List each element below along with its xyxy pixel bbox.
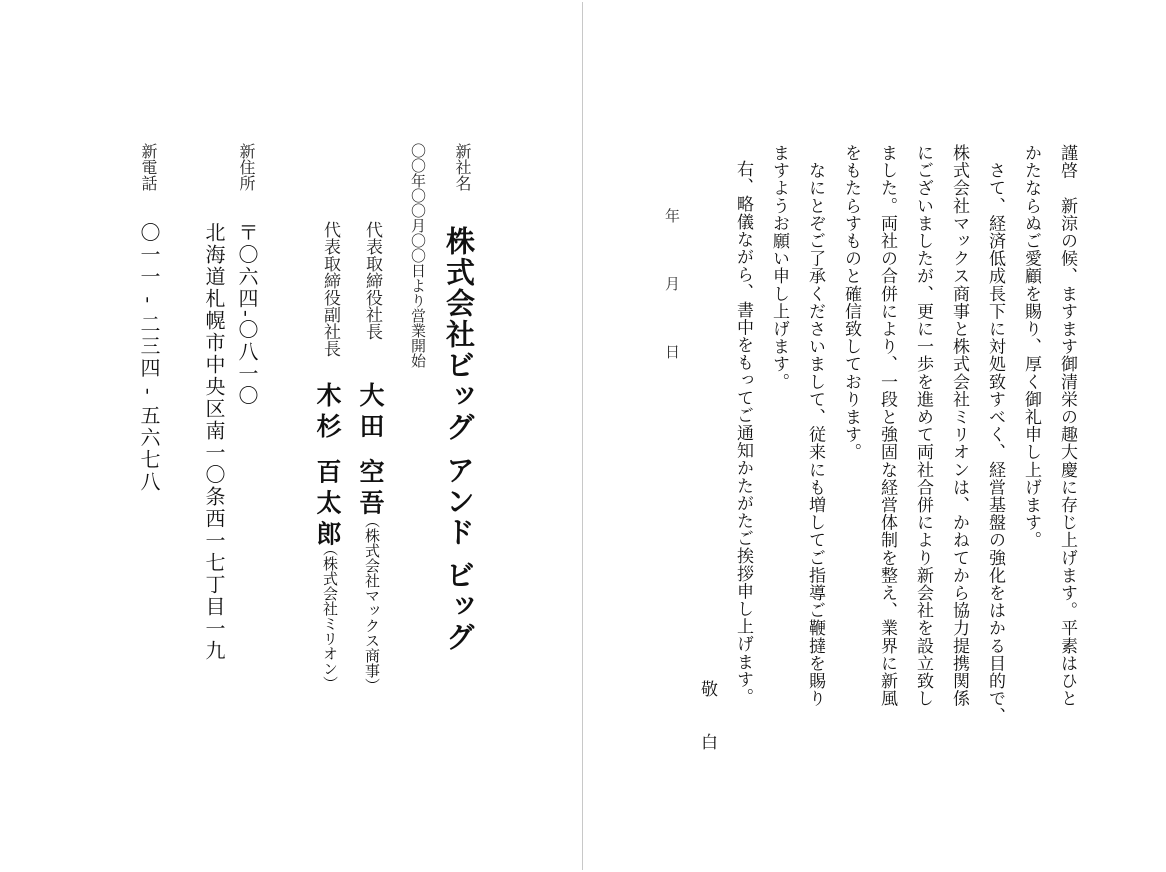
body-line-1: 謹啓 新涼の候、ますます御清栄の趣大慶に存じ上げます。平素はひと: [1057, 144, 1077, 708]
postal-code: 〒〇六四-〇八一〇: [235, 222, 259, 407]
president-name: 大田 空吾: [356, 382, 385, 521]
body-line-10: 右、略儀ながら、書中をもってご通知かたがたご挨拶申し上げます。: [733, 160, 753, 706]
company-label: 新社名: [453, 143, 472, 191]
address-label: 新住所: [237, 143, 256, 191]
business-start-date: 〇〇年〇〇月〇〇日より営業開始: [409, 143, 427, 368]
phone-number: 〇一一 - 二三四 - 五六七八: [137, 222, 161, 493]
phone-label: 新電話: [139, 143, 158, 191]
body-line-2: かたならぬご愛顧を賜り、厚く御礼申し上げます。: [1021, 144, 1041, 549]
body-line-6: ました。両社の合併により、一段と強固な経営体制を整え、業界に新風: [877, 144, 897, 708]
vice-president-name: 木杉 百太郎: [313, 382, 342, 552]
vice-president-title: 代表取締役副社長: [320, 221, 340, 357]
vice-president-affiliation: （株式会社ミリオン）: [321, 541, 339, 691]
president-affiliation: （株式会社マックス商事）: [363, 513, 381, 693]
company-name: 株式会社ビッグ アンド ビッグ: [442, 226, 476, 654]
body-line-4: 株式会社マックス商事と株式会社ミリオンは、かねてから協力提携関係: [949, 144, 969, 708]
body-line-9: ますようお願い申し上げます。: [769, 144, 789, 391]
body-line-3: さて、経済低成長下に対処致すべく、経営基盤の強化をはかる目的で、: [985, 144, 1005, 725]
president-title: 代表取締役社長: [362, 221, 382, 340]
body-line-8: なにとぞご了承くださいまして、従来にも増してご指導ご鞭撻を賜り: [805, 144, 825, 708]
letter-date: 年 月 日: [663, 208, 681, 361]
street-address: 北海道札幌市中央区南一〇条西一七丁目一九: [202, 222, 226, 662]
closing-keihaku: 敬 白: [697, 680, 717, 751]
page-fold-divider: [582, 2, 583, 870]
body-line-7: をもたらすものと確信致しております。: [841, 144, 861, 461]
body-line-5: にございましたが、更に一歩を進めて両社合併により新会社を設立致し: [913, 144, 933, 708]
